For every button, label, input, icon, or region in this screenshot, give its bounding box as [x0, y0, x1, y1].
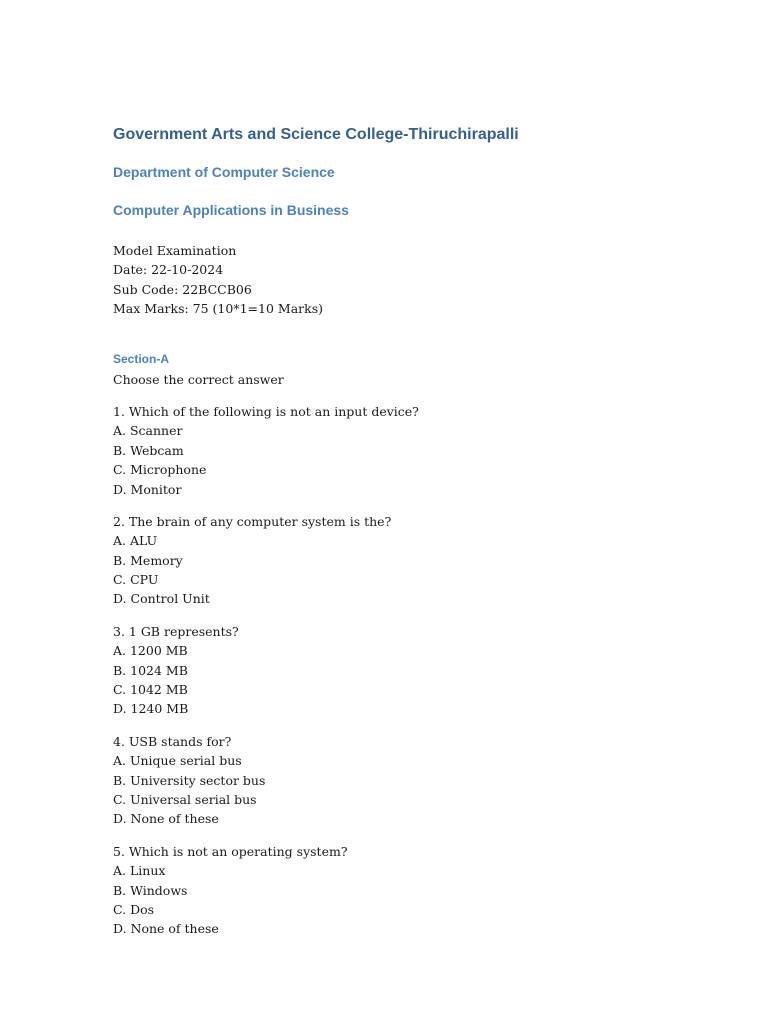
- answer-option: B. 1024 MB: [113, 662, 188, 678]
- question-block: [113, 512, 733, 609]
- question-text: 2. The brain of any computer system is the?: [113, 513, 392, 529]
- answer-option: A. Scanner: [113, 423, 183, 439]
- section-title: Section-A: [113, 351, 170, 366]
- college-title: Government Arts and Science College-Thiruchirapalli: [113, 126, 519, 143]
- question-block: [113, 622, 733, 719]
- question-block: [113, 732, 733, 829]
- answer-option: A. 1200 MB: [113, 643, 188, 659]
- max-marks: Max Marks: 75 (10*1=10 Marks): [113, 301, 323, 317]
- answer-option: D. None of these: [113, 811, 219, 827]
- question-text: 5. Which is not an operating system?: [113, 843, 348, 859]
- answer-option: C. Universal serial bus: [113, 791, 257, 807]
- answer-option: C. 1042 MB: [113, 682, 188, 698]
- exam-meta: [113, 241, 733, 319]
- answer-option: C. Dos: [113, 901, 155, 917]
- question-text: 3. 1 GB represents?: [113, 623, 239, 639]
- question-block: [113, 402, 733, 499]
- answer-option: D. Monitor: [113, 481, 182, 497]
- answer-option: A. Unique serial bus: [113, 753, 242, 769]
- question-block: [113, 842, 733, 939]
- subject-code: Sub Code: 22BCCB06: [113, 281, 252, 297]
- answer-option: D. 1240 MB: [113, 701, 189, 717]
- answer-option: B. Memory: [113, 552, 183, 568]
- answer-option: D. Control Unit: [113, 591, 210, 607]
- exam-name: Model Examination: [113, 243, 237, 258]
- question-text: 4. USB stands for?: [113, 733, 232, 749]
- exam-document: [113, 124, 733, 939]
- answer-option: B. Windows: [113, 882, 188, 898]
- answer-option: A. ALU: [113, 533, 158, 549]
- subject-title: Computer Applications in Business: [113, 202, 349, 218]
- answer-option: B. Webcam: [113, 442, 184, 458]
- section-instruction: Choose the correct answer: [113, 371, 284, 387]
- answer-option: B. University sector bus: [113, 772, 266, 788]
- answer-option: D. None of these: [113, 921, 219, 937]
- answer-option: A. Linux: [113, 863, 166, 879]
- answer-option: C. CPU: [113, 572, 159, 588]
- question-list: [113, 402, 733, 939]
- exam-date: Date: 22-10-2024: [113, 262, 224, 278]
- question-text: 1. Which of the following is not an input device?: [113, 403, 419, 419]
- answer-option: C. Microphone: [113, 462, 207, 478]
- department-title: Department of Computer Science: [113, 164, 335, 180]
